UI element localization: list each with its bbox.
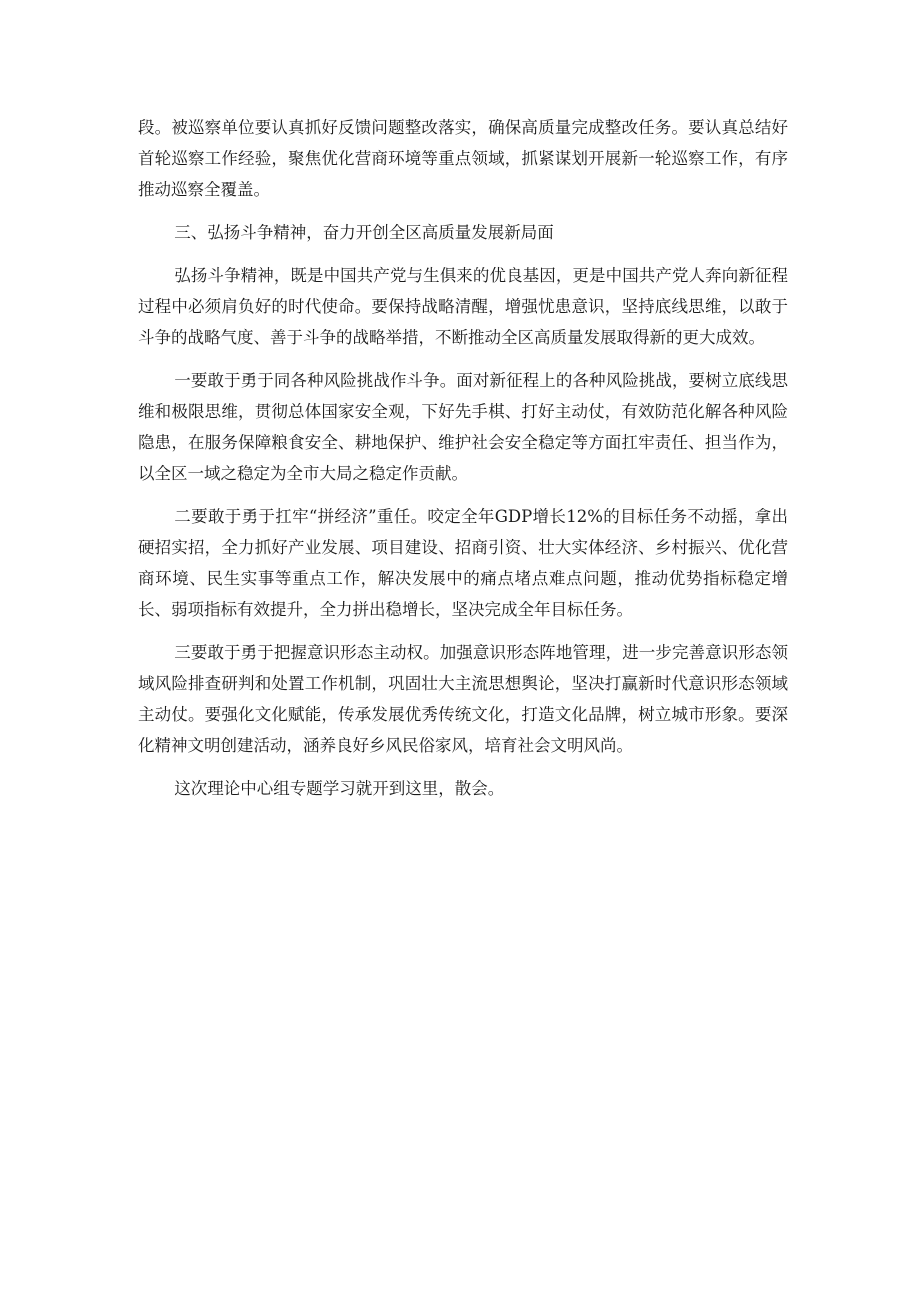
paragraph: 一要敢于勇于同各种风险挑战作斗争。面对新征程上的各种风险挑战，要树立底线思维和极限思维，贯彻总体国家安全观，下好先手棋、打好主动仗，有效防范化解各种风险隐患，在服务保障粮食安全、耕地保护、维护社会安全稳定等方面扛牢责任、担当作为，以全区一域之稳定为全市大局之稳定作贡献。 bbox=[138, 371, 788, 483]
paragraph-continuation: 段。被巡察单位要认真抓好反馈问题整改落实，确保高质量完成整改任务。要认真总结好首轮巡察工作经验，聚焦优化营商环境等重点领域，抓紧谋划开展新一轮巡察工作，有序推动巡察全覆盖。 bbox=[138, 118, 788, 199]
section-heading: 三、弘扬斗争精神，奋力开创全区高质量发展新局面 bbox=[174, 223, 554, 242]
paragraph: 二要敢于勇于扛牢“拼经济”重任。咬定全年GDP增长12%的目标任务不动摇，拿出硬招实招，全力抓好产业发展、项目建设、招商引资、壮大实体经济、乡村振兴、优化营商环境、民生实事等重点工作，解决发展中的痛点堵点难点问题，推动优势指标稳定增长、弱项指标有效提升，全力拼出稳增长，坚决完成全年目标任务。 bbox=[138, 507, 788, 619]
document-body bbox=[138, 112, 788, 816]
closing-paragraph: 这次理论中心组专题学习就开到这里，散会。 bbox=[174, 779, 505, 798]
paragraph: 三要敢于勇于把握意识形态主动权。加强意识形态阵地管理，进一步完善意识形态领域风险排查研判和处置工作机制，巩固壮大主流思想舆论，坚决打赢新时代意识形态领域主动仗。要强化文化赋能，传承发展优秀传统文化，打造文化品牌，树立城市形象。要深化精神文明创建活动，涵养良好乡风民俗家风，培育社会文明风尚。 bbox=[138, 643, 788, 755]
paragraph: 弘扬斗争精神，既是中国共产党与生俱来的优良基因，更是中国共产党人奔向新征程过程中必须肩负好的时代使命。要保持战略清醒，增强忧患意识，坚持底线思维，以敢于斗争的战略气度、善于斗争的战略举措，不断推动全区高质量发展取得新的更大成效。 bbox=[138, 266, 788, 347]
